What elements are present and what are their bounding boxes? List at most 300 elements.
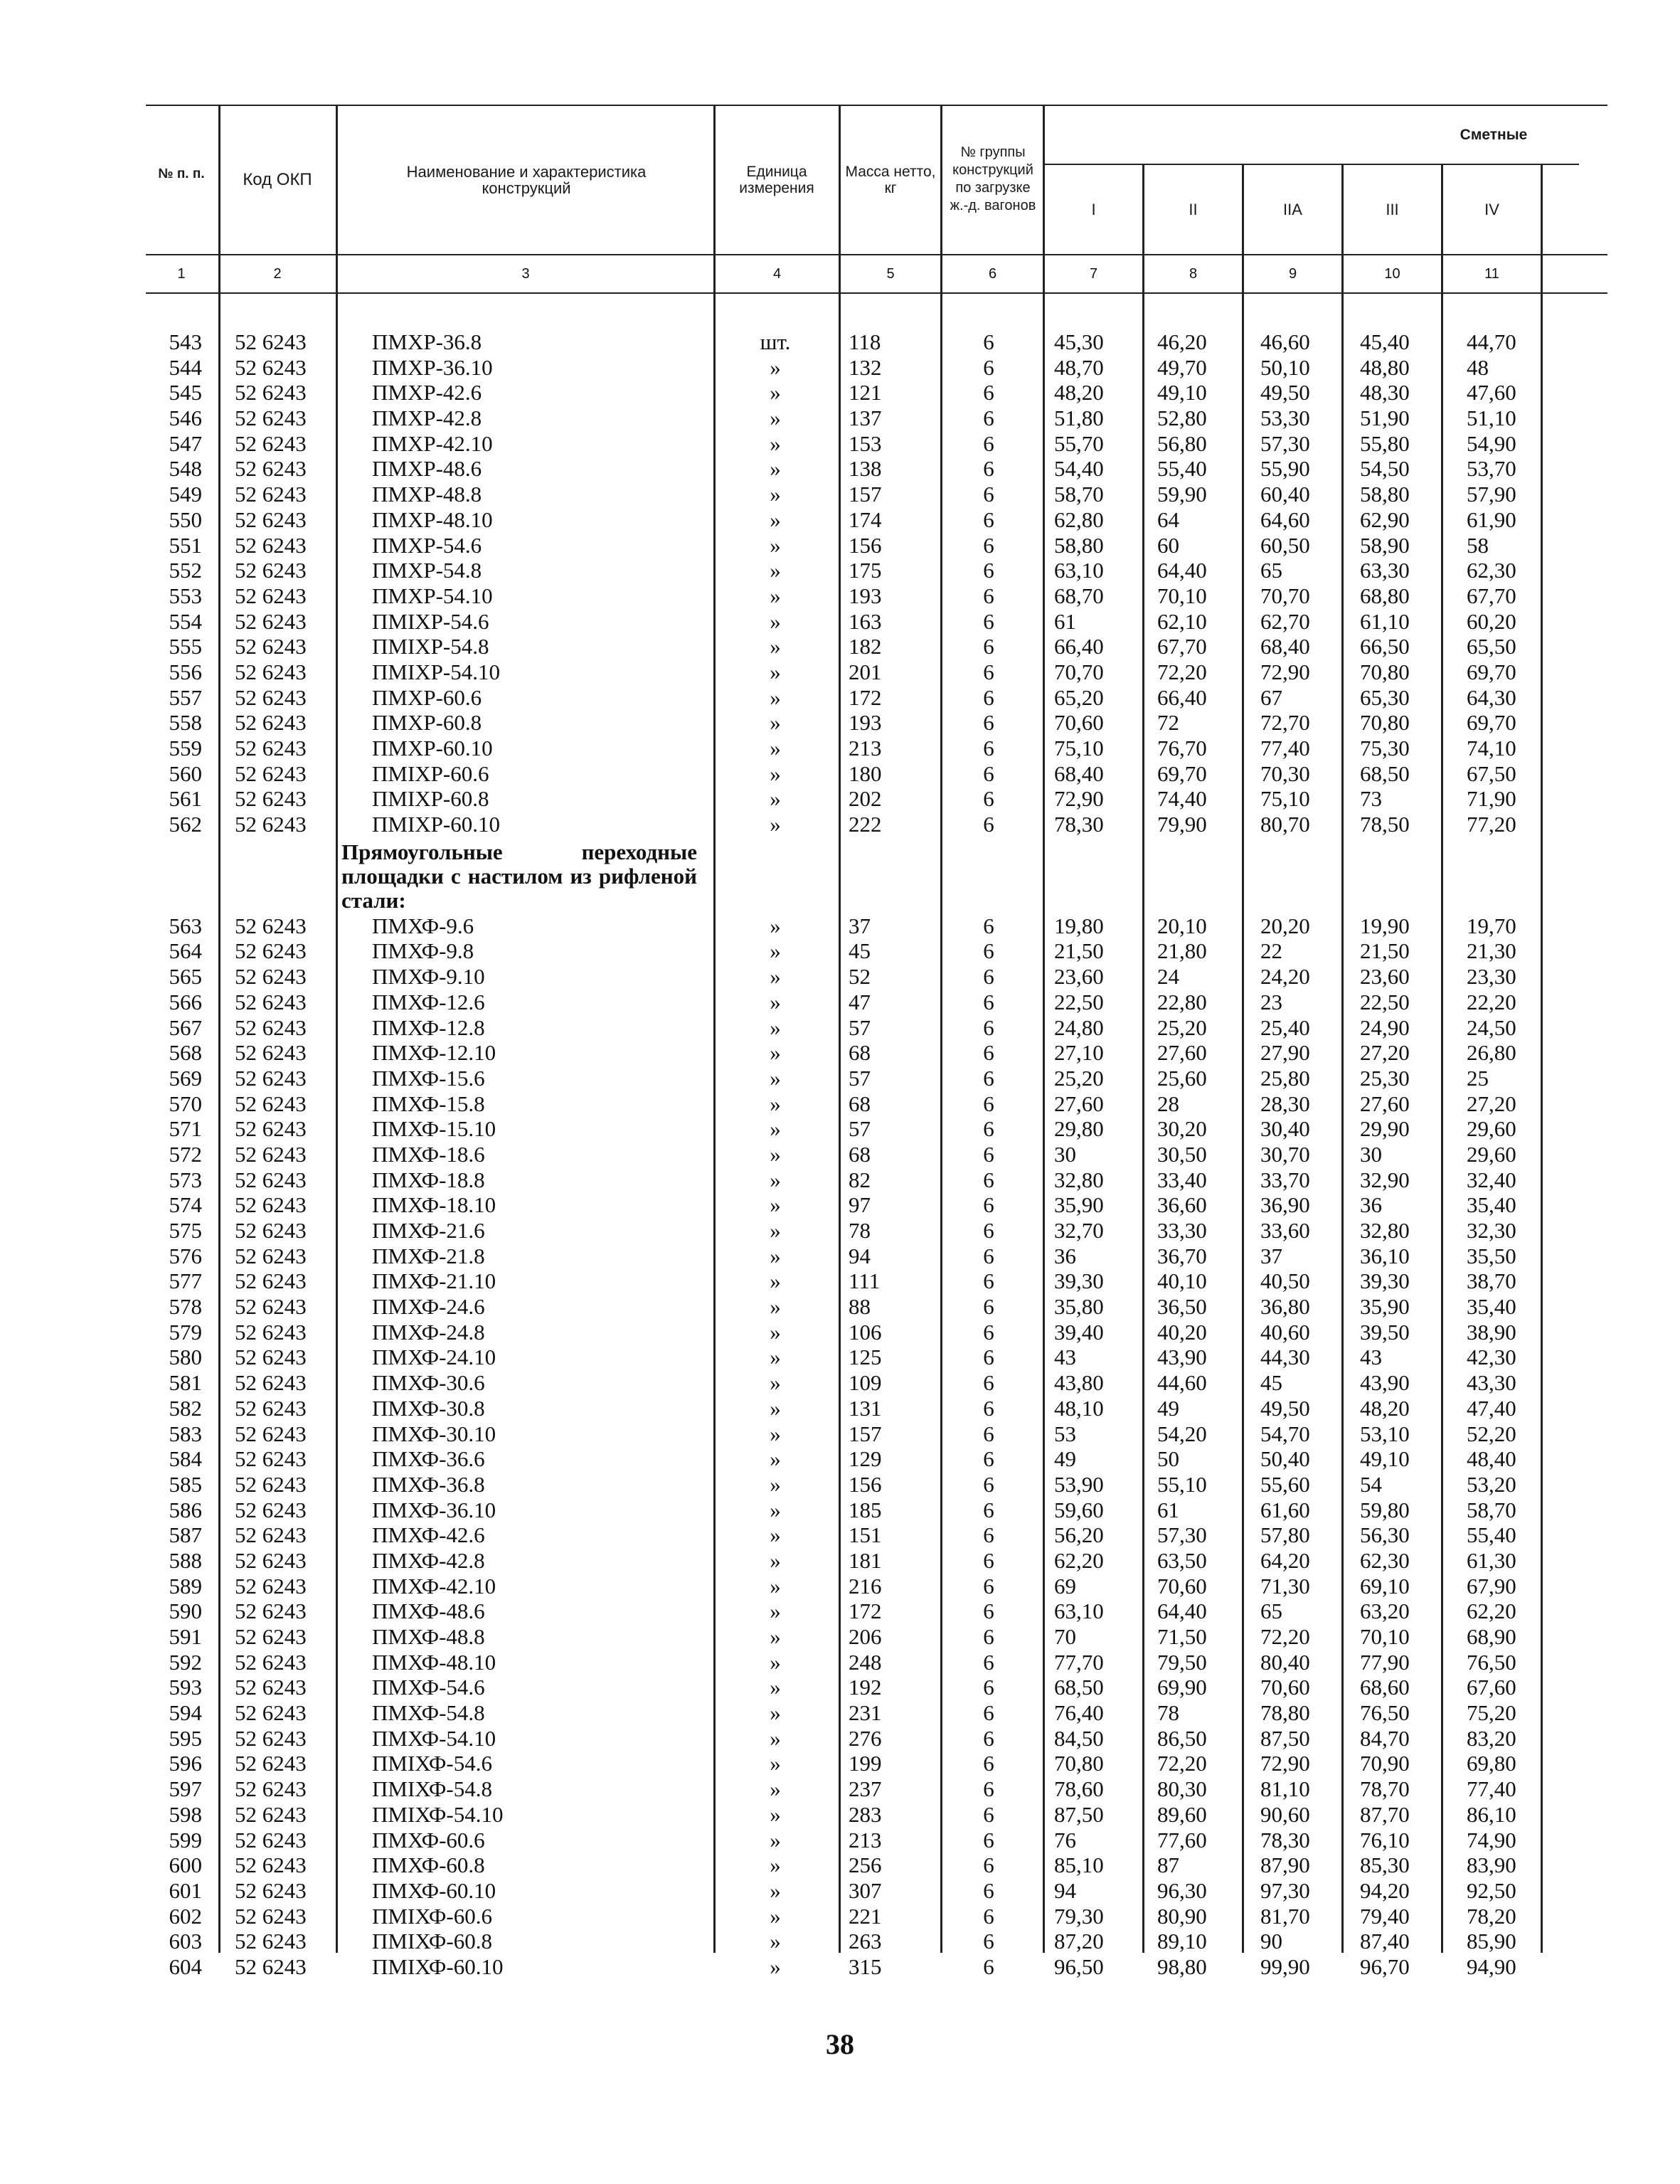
construction-name: ПМIХФ-60.8 — [372, 1929, 493, 1954]
wagon-group: 6 — [983, 558, 994, 583]
table-row — [0, 1218, 1680, 1244]
price-zone-1: 62,80 — [1054, 507, 1104, 532]
price-zone-1: 78,30 — [1054, 812, 1104, 837]
table-row — [0, 1624, 1680, 1650]
price-zone-2: 89,60 — [1157, 1801, 1207, 1827]
construction-name: ПМХФ-60.10 — [372, 1877, 496, 1903]
price-zone-2: 30,50 — [1157, 1141, 1207, 1167]
header-zone-5: IV — [1484, 200, 1499, 218]
colnum-8: 8 — [1189, 266, 1198, 282]
price-zone-5: 61,90 — [1467, 507, 1516, 532]
price-zone-5: 75,20 — [1467, 1700, 1516, 1726]
okp-code: 52 6243 — [235, 1192, 307, 1218]
price-zone-4: 78,50 — [1360, 812, 1410, 837]
price-zone-1: 35,90 — [1054, 1192, 1104, 1218]
price-zone-4: 66,50 — [1360, 634, 1410, 659]
table-row — [0, 1599, 1680, 1624]
row-number: 555 — [169, 634, 202, 659]
okp-code: 52 6243 — [235, 532, 307, 558]
price-zone-5: 83,90 — [1467, 1852, 1516, 1878]
construction-name: ПМIХР-54.10 — [372, 659, 500, 684]
unit: » — [770, 558, 781, 583]
wagon-group: 6 — [983, 938, 994, 964]
unit: » — [770, 1091, 781, 1116]
price-zone-1: 53,90 — [1054, 1471, 1104, 1497]
header-no: № п. п. — [158, 166, 205, 181]
okp-code: 52 6243 — [235, 1370, 307, 1396]
table-row — [0, 1574, 1680, 1599]
price-zone-2: 36,70 — [1157, 1243, 1207, 1268]
unit: » — [770, 634, 781, 659]
net-mass: 106 — [849, 1319, 882, 1345]
row-number: 554 — [169, 608, 202, 634]
net-mass: 199 — [849, 1751, 882, 1776]
row-number: 565 — [169, 964, 202, 990]
wagon-group: 6 — [983, 684, 994, 710]
wagon-group: 6 — [983, 1954, 994, 1979]
net-mass: 193 — [849, 710, 882, 736]
row-number: 578 — [169, 1294, 202, 1320]
wagon-group: 6 — [983, 1827, 994, 1852]
unit: » — [770, 532, 781, 558]
net-mass: 57 — [849, 1116, 871, 1142]
price-zone-1: 55,70 — [1054, 430, 1104, 456]
okp-code: 52 6243 — [235, 1421, 307, 1446]
price-zone-1: 65,20 — [1054, 684, 1104, 710]
price-zone-1: 22,50 — [1054, 989, 1104, 1014]
price-zone-3: 53,30 — [1260, 405, 1310, 431]
okp-code: 52 6243 — [235, 1091, 307, 1116]
price-zone-1: 29,80 — [1054, 1116, 1104, 1142]
price-zone-2: 64 — [1157, 507, 1179, 532]
price-zone-2: 36,60 — [1157, 1192, 1207, 1218]
price-zone-4: 70,80 — [1360, 659, 1410, 684]
price-zone-5: 74,10 — [1467, 736, 1516, 760]
row-number: 550 — [169, 507, 202, 532]
price-zone-4: 35,90 — [1360, 1294, 1410, 1320]
price-zone-5: 69,70 — [1467, 710, 1516, 736]
construction-name: ПМХР-36.10 — [372, 354, 493, 380]
price-zone-1: 68,40 — [1054, 760, 1104, 786]
wagon-group: 6 — [983, 507, 994, 532]
price-zone-3: 87,50 — [1260, 1725, 1310, 1751]
okp-code: 52 6243 — [235, 1700, 307, 1726]
price-zone-4: 68,60 — [1360, 1675, 1410, 1700]
row-number: 561 — [169, 786, 202, 812]
unit: » — [770, 507, 781, 532]
unit: » — [770, 1294, 781, 1320]
row-number: 548 — [169, 456, 202, 482]
wagon-group: 6 — [983, 329, 994, 354]
construction-name: ПМХР-36.8 — [372, 329, 482, 354]
price-zone-2: 78 — [1157, 1700, 1179, 1726]
price-zone-3: 64,20 — [1260, 1547, 1310, 1573]
construction-name: ПМХР-42.6 — [372, 380, 482, 405]
unit: » — [770, 1345, 781, 1370]
net-mass: 193 — [849, 583, 882, 608]
okp-code: 52 6243 — [235, 1014, 307, 1040]
wagon-group: 6 — [983, 659, 994, 684]
construction-name: ПМIХР-60.6 — [372, 760, 489, 786]
row-number: 551 — [169, 532, 202, 558]
wagon-group: 6 — [983, 380, 994, 405]
construction-name: ПМIХФ-60.6 — [372, 1903, 493, 1929]
net-mass: 163 — [849, 608, 882, 634]
unit: » — [770, 456, 781, 482]
net-mass: 47 — [849, 989, 871, 1014]
net-mass: 82 — [849, 1167, 871, 1192]
okp-code: 52 6243 — [235, 1345, 307, 1370]
okp-code: 52 6243 — [235, 1801, 307, 1827]
construction-name: ПМХР-42.10 — [372, 430, 493, 456]
price-zone-3: 64,60 — [1260, 507, 1310, 532]
price-zone-5: 47,60 — [1467, 380, 1516, 405]
price-zone-2: 69,90 — [1157, 1675, 1207, 1700]
net-mass: 157 — [849, 1421, 882, 1446]
price-zone-4: 49,10 — [1360, 1446, 1410, 1472]
net-mass: 45 — [849, 938, 871, 964]
unit: » — [770, 1776, 781, 1802]
net-mass: 175 — [849, 558, 882, 583]
construction-name: ПМХФ-42.6 — [372, 1522, 485, 1548]
wagon-group: 6 — [983, 1573, 994, 1599]
wagon-group: 6 — [983, 1319, 994, 1345]
price-zone-2: 24 — [1157, 964, 1179, 990]
table-row — [0, 1370, 1680, 1396]
price-zone-4: 78,70 — [1360, 1776, 1410, 1802]
unit: » — [770, 1827, 781, 1852]
wagon-group: 6 — [983, 1091, 994, 1116]
net-mass: 94 — [849, 1243, 871, 1268]
row-number: 582 — [169, 1395, 202, 1421]
net-mass: 68 — [849, 1040, 871, 1066]
price-zone-2: 20,10 — [1157, 913, 1207, 938]
table-row — [0, 1091, 1680, 1117]
net-mass: 181 — [849, 1547, 882, 1573]
row-number: 597 — [169, 1776, 202, 1802]
table-row — [0, 1472, 1680, 1497]
price-zone-4: 19,90 — [1360, 913, 1410, 938]
table-row — [0, 1954, 1680, 1980]
price-zone-2: 57,30 — [1157, 1522, 1207, 1548]
price-zone-5: 64,30 — [1467, 684, 1516, 710]
wagon-group: 6 — [983, 964, 994, 990]
construction-name: ПМIХР-60.8 — [372, 786, 489, 812]
wagon-group: 6 — [983, 760, 994, 786]
net-mass: 213 — [849, 1827, 882, 1852]
wagon-group: 6 — [983, 354, 994, 380]
price-zone-1: 24,80 — [1054, 1014, 1104, 1040]
price-zone-5: 22,20 — [1467, 989, 1516, 1014]
price-zone-2: 21,80 — [1157, 938, 1207, 964]
price-zone-4: 87,70 — [1360, 1801, 1410, 1827]
table-row — [0, 1700, 1680, 1726]
net-mass: 57 — [849, 1014, 871, 1040]
wagon-group: 6 — [983, 482, 994, 507]
unit: » — [770, 354, 781, 380]
price-zone-2: 22,80 — [1157, 989, 1207, 1014]
price-zone-4: 43,90 — [1360, 1370, 1410, 1396]
price-zone-4: 87,40 — [1360, 1929, 1410, 1954]
price-zone-3: 33,60 — [1260, 1218, 1310, 1243]
table-row — [0, 1726, 1680, 1751]
okp-code: 52 6243 — [235, 786, 307, 812]
construction-name: ПМХФ-21.10 — [372, 1268, 496, 1294]
okp-code: 52 6243 — [235, 1776, 307, 1802]
wagon-group: 6 — [983, 1421, 994, 1446]
section-heading — [0, 837, 1680, 913]
wagon-group: 6 — [983, 1141, 994, 1167]
construction-name: ПМХФ-48.6 — [372, 1599, 485, 1624]
price-zone-4: 43 — [1360, 1345, 1382, 1370]
construction-name: ПМХФ-42.8 — [372, 1547, 485, 1573]
net-mass: 138 — [849, 456, 882, 482]
price-zone-4: 53,10 — [1360, 1421, 1410, 1446]
price-zone-4: 58,80 — [1360, 482, 1410, 507]
price-zone-1: 94 — [1054, 1877, 1076, 1903]
net-mass: 192 — [849, 1675, 882, 1700]
wagon-group: 6 — [983, 1547, 994, 1573]
net-mass: 201 — [849, 659, 882, 684]
table-row — [0, 659, 1680, 685]
price-zone-3: 65 — [1260, 558, 1282, 583]
net-mass: 157 — [849, 482, 882, 507]
construction-name: ПМХР-54.10 — [372, 583, 493, 608]
wagon-group: 6 — [983, 1700, 994, 1726]
wagon-group: 6 — [983, 1243, 994, 1268]
row-number: 576 — [169, 1243, 202, 1268]
table-row — [0, 1446, 1680, 1472]
wagon-group: 6 — [983, 1471, 994, 1497]
price-zone-3: 40,60 — [1260, 1319, 1310, 1345]
unit: » — [770, 1675, 781, 1700]
okp-code: 52 6243 — [235, 634, 307, 659]
price-zone-5: 85,90 — [1467, 1929, 1516, 1954]
unit: » — [770, 1421, 781, 1446]
construction-name: ПМХФ-60.6 — [372, 1827, 485, 1852]
construction-name: ПМХФ-30.10 — [372, 1421, 496, 1446]
row-number: 587 — [169, 1522, 202, 1548]
net-mass: 172 — [849, 1599, 882, 1624]
price-zone-1: 39,30 — [1054, 1268, 1104, 1294]
page-number: 38 — [826, 2028, 854, 2060]
row-number: 602 — [169, 1903, 202, 1929]
price-zone-5: 58 — [1467, 532, 1489, 558]
price-zone-4: 56,30 — [1360, 1522, 1410, 1548]
row-number: 595 — [169, 1725, 202, 1751]
unit: » — [770, 812, 781, 837]
construction-name: ПМХФ-21.6 — [372, 1218, 485, 1243]
price-zone-5: 42,30 — [1467, 1345, 1516, 1370]
construction-name: ПМХР-48.6 — [372, 456, 482, 482]
okp-code: 52 6243 — [235, 1877, 307, 1903]
price-zone-2: 69,70 — [1157, 760, 1207, 786]
row-number: 558 — [169, 710, 202, 736]
price-zone-4: 54 — [1360, 1471, 1382, 1497]
construction-name: ПМХР-42.8 — [372, 405, 482, 431]
row-number: 571 — [169, 1116, 202, 1142]
row-number: 560 — [169, 760, 202, 786]
price-zone-3: 72,20 — [1260, 1624, 1310, 1649]
wagon-group: 6 — [983, 1776, 994, 1802]
okp-code: 52 6243 — [235, 710, 307, 736]
wagon-group: 6 — [983, 1801, 994, 1827]
header-unit: Единица измерения — [739, 163, 814, 196]
price-zone-3: 67 — [1260, 684, 1282, 710]
table-row — [0, 990, 1680, 1015]
row-number: 543 — [169, 329, 202, 354]
header-zone-3: IIA — [1283, 200, 1302, 218]
wagon-group: 6 — [983, 812, 994, 837]
price-zone-1: 75,10 — [1054, 736, 1104, 760]
unit: » — [770, 1599, 781, 1624]
price-zone-3: 77,40 — [1260, 736, 1310, 760]
okp-code: 52 6243 — [235, 1497, 307, 1522]
wagon-group: 6 — [983, 1370, 994, 1396]
price-zone-2: 63,50 — [1157, 1547, 1207, 1573]
price-zone-3: 72,70 — [1260, 710, 1310, 736]
construction-name: ПМХФ-54.8 — [372, 1700, 485, 1726]
net-mass: 111 — [849, 1268, 881, 1294]
price-zone-4: 48,20 — [1360, 1395, 1410, 1421]
net-mass: 132 — [849, 354, 882, 380]
unit: » — [770, 1624, 781, 1649]
table-row — [0, 964, 1680, 990]
price-zone-5: 67,50 — [1467, 760, 1516, 786]
price-zone-4: 32,80 — [1360, 1218, 1410, 1243]
price-zone-3: 50,10 — [1260, 354, 1310, 380]
net-mass: 78 — [849, 1218, 871, 1243]
price-zone-5: 77,20 — [1467, 812, 1516, 837]
price-zone-1: 76 — [1054, 1827, 1076, 1852]
price-zone-2: 96,30 — [1157, 1877, 1207, 1903]
price-zone-1: 49 — [1054, 1446, 1076, 1472]
price-zone-5: 54,90 — [1467, 430, 1516, 456]
price-zone-5: 76,50 — [1467, 1649, 1516, 1675]
price-zone-1: 62,20 — [1054, 1547, 1104, 1573]
price-zone-5: 62,20 — [1467, 1599, 1516, 1624]
price-zone-2: 43,90 — [1157, 1345, 1207, 1370]
wagon-group: 6 — [983, 430, 994, 456]
price-zone-4: 27,60 — [1360, 1091, 1410, 1116]
unit: » — [770, 786, 781, 812]
colnum-1: 1 — [177, 266, 186, 282]
price-zone-5: 24,50 — [1467, 1014, 1516, 1040]
okp-code: 52 6243 — [235, 1649, 307, 1675]
table-row — [0, 1268, 1680, 1294]
price-zone-1: 58,80 — [1054, 532, 1104, 558]
price-zone-3: 45 — [1260, 1370, 1282, 1396]
row-number: 603 — [169, 1929, 202, 1954]
table-body — [0, 329, 1680, 1980]
construction-name: ПМХФ-54.10 — [372, 1725, 496, 1751]
price-zone-3: 68,40 — [1260, 634, 1310, 659]
price-zone-1: 70,80 — [1054, 1751, 1104, 1776]
price-zone-2: 80,30 — [1157, 1776, 1207, 1802]
row-number: 549 — [169, 482, 202, 507]
header-okp: Код ОКП — [243, 170, 312, 189]
wagon-group: 6 — [983, 634, 994, 659]
unit: » — [770, 583, 781, 608]
construction-name: ПМХФ-54.6 — [372, 1675, 485, 1700]
construction-name: ПМХР-48.10 — [372, 507, 493, 532]
unit: шт. — [760, 329, 791, 354]
unit: » — [770, 1903, 781, 1929]
price-zone-2: 98,80 — [1157, 1954, 1207, 1979]
construction-name: ПМХФ-18.10 — [372, 1192, 496, 1218]
construction-name: ПМХР-54.6 — [372, 532, 482, 558]
price-zone-1: 96,50 — [1054, 1954, 1104, 1979]
unit: » — [770, 1852, 781, 1878]
price-zone-5: 21,30 — [1467, 938, 1516, 964]
table-row — [0, 507, 1680, 533]
price-zone-5: 44,70 — [1467, 329, 1516, 354]
price-zone-1: 56,20 — [1054, 1522, 1104, 1548]
price-zone-2: 60 — [1157, 532, 1179, 558]
price-zone-4: 51,90 — [1360, 405, 1410, 431]
net-mass: 263 — [849, 1929, 882, 1954]
price-zone-3: 55,60 — [1260, 1471, 1310, 1497]
price-zone-5: 32,40 — [1467, 1167, 1516, 1192]
price-zone-1: 39,40 — [1054, 1319, 1104, 1345]
row-number: 593 — [169, 1675, 202, 1700]
construction-name: ПМХФ-24.6 — [372, 1294, 485, 1320]
construction-name: ПМIХР-54.6 — [372, 608, 489, 634]
wagon-group: 6 — [983, 532, 994, 558]
price-zone-5: 35,40 — [1467, 1192, 1516, 1218]
okp-code: 52 6243 — [235, 1268, 307, 1294]
price-zone-1: 35,80 — [1054, 1294, 1104, 1320]
price-zone-3: 90,60 — [1260, 1801, 1310, 1827]
price-zone-4: 55,80 — [1360, 430, 1410, 456]
price-zone-3: 71,30 — [1260, 1573, 1310, 1599]
price-zone-1: 72,90 — [1054, 786, 1104, 812]
price-zone-2: 79,90 — [1157, 812, 1207, 837]
price-zone-4: 68,80 — [1360, 583, 1410, 608]
price-zone-1: 69 — [1054, 1573, 1076, 1599]
net-mass: 109 — [849, 1370, 882, 1396]
okp-code: 52 6243 — [235, 964, 307, 990]
price-zone-4: 68,50 — [1360, 760, 1410, 786]
wagon-group: 6 — [983, 1725, 994, 1751]
construction-name: ПМХФ-24.10 — [372, 1345, 496, 1370]
wagon-group: 6 — [983, 1522, 994, 1548]
price-zone-3: 49,50 — [1260, 1395, 1310, 1421]
net-mass: 151 — [849, 1522, 882, 1548]
price-zone-3: 20,20 — [1260, 913, 1310, 938]
okp-code: 52 6243 — [235, 659, 307, 684]
unit: » — [770, 1218, 781, 1243]
row-number: 573 — [169, 1167, 202, 1192]
wagon-group: 6 — [983, 608, 994, 634]
unit: » — [770, 760, 781, 786]
table-row — [0, 913, 1680, 939]
okp-code: 52 6243 — [235, 1446, 307, 1472]
price-zone-3: 57,30 — [1260, 430, 1310, 456]
table-row — [0, 1497, 1680, 1523]
price-zone-4: 70,90 — [1360, 1751, 1410, 1776]
okp-code: 52 6243 — [235, 430, 307, 456]
price-zone-5: 26,80 — [1467, 1040, 1516, 1066]
net-mass: 216 — [849, 1573, 882, 1599]
price-zone-5: 69,70 — [1467, 659, 1516, 684]
price-zone-2: 40,10 — [1157, 1268, 1207, 1294]
okp-code: 52 6243 — [235, 1395, 307, 1421]
price-zone-4: 59,80 — [1360, 1497, 1410, 1522]
price-zone-4: 76,10 — [1360, 1827, 1410, 1852]
okp-code: 52 6243 — [235, 1751, 307, 1776]
price-zone-2: 27,60 — [1157, 1040, 1207, 1066]
